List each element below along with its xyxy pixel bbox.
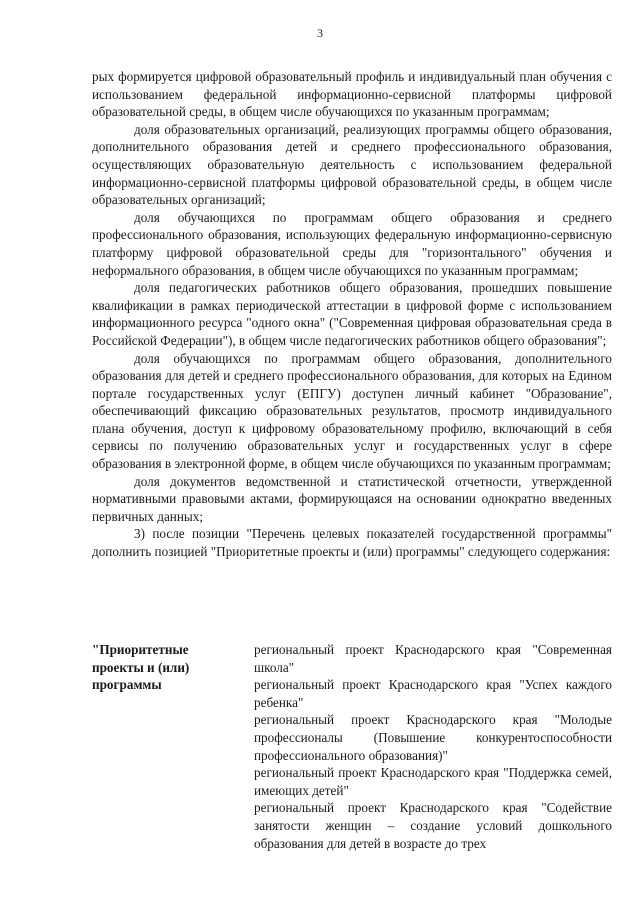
list-item: региональный проект Краснодарского края "Поддержка семей, имеющих детей" — [254, 765, 612, 798]
table-label: "Приоритетные проекты и (или) программы — [92, 642, 190, 693]
priority-projects-table — [92, 641, 612, 852]
paragraph: доля документов ведомственной и статистической отчетности, утвержденной нормативными правовыми актами, формирующаяся на основании однократно введенных первичных данных; — [92, 473, 612, 524]
paragraph-continuation: рых формируется цифровой образовательный профиль и индивидуальный план обучения с использованием федеральной информационно-сервисной платформы цифровой образовательной среды, в общем числе обучающихся по указанным программам; — [92, 69, 612, 120]
table-items — [254, 641, 612, 852]
list-item: региональный проект Краснодарского края "Современная школа" — [254, 642, 612, 675]
list-item: региональный проект Краснодарского края "Молодые профессионалы (Повышение конкурентоспособности профессионального образования)" — [254, 712, 612, 763]
paragraph: доля образовательных организаций, реализующих программы общего образования, дополнительного образования детей и среднего профессионального образования, осуществляющих образовательную деятельность с использованием федеральной информационно-сервисной платформы цифровой образовательной среды, в общем числе образовательных организаций; — [92, 121, 612, 208]
list-item: региональный проект Краснодарского края "Успех каждого ребенка" — [254, 677, 612, 710]
list-item: региональный проект Краснодарского края "Содействие занятости женщин – создание условий дошкольного образования для детей в возрасте до трех — [254, 800, 612, 851]
page-number: 3 — [317, 26, 323, 40]
paragraph: доля обучающихся по программам общего образования и среднего профессионального образования, использующих федеральную информационно-сервисную платформу цифровой образовательной среды для "горизонтального" обучения и неформального образования, в общем числе обучающихся по указанным программам; — [92, 209, 612, 278]
paragraph: доля педагогических работников общего образования, прошедших повышение квалификации в рамках периодической аттестации в цифровой форме с использованием информационного ресурса "одного окна" ("Современная цифровая образовательная среда в Российской Федерации"), в общем числе педагогических работников общего образования"; — [92, 280, 612, 348]
document-body — [92, 68, 612, 561]
paragraph: 3) после позиции "Перечень целевых показателей государственной программы" дополнить позицией "Приоритетные проекты и (или) программы" следующего содержания: — [92, 526, 612, 560]
paragraph: доля обучающихся по программам общего образования, дополнительного образования для детей и среднего профессионального образования, для которых на Едином портале государственных услуг (ЕПГУ) доступен личный кабинет "Образование", обеспечивающий фиксацию образовательных результатов, просмотр индивидуального плана обучения, доступ к цифровому образовательному профилю, включающий в себя сервисы по получению образовательных услуг и государственных услуг в сфере образования в электронной форме, в общем числе обучающихся по указанным программам; — [92, 350, 612, 472]
